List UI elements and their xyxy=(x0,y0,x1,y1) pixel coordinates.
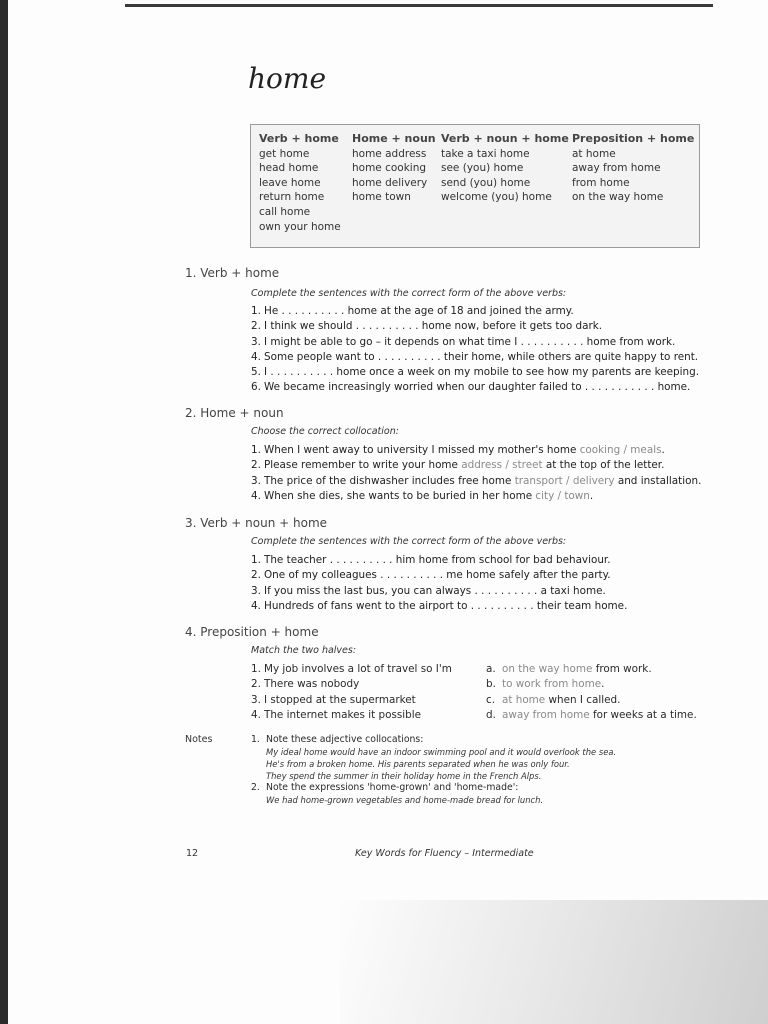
collocation-item: send (you) home xyxy=(441,176,531,189)
match-left-list xyxy=(251,662,452,723)
match-option: at home xyxy=(502,693,546,706)
exercise-item xyxy=(251,443,701,458)
item-text: The price of the dishwasher includes free home xyxy=(264,474,515,487)
match-left-item xyxy=(251,693,452,708)
section-title: 3. Verb + noun + home xyxy=(185,516,328,530)
match-option: on the way home xyxy=(502,663,593,675)
match-option: to work from home xyxy=(502,678,602,691)
match-left-item xyxy=(251,677,452,692)
collocation-item: return home xyxy=(259,191,325,204)
item-number: 6. xyxy=(251,381,261,394)
item-text: from work. xyxy=(592,663,652,675)
item-number: 2. xyxy=(251,678,261,691)
note-example: My ideal home would have an indoor swimming pool and it would overlook the sea. xyxy=(266,747,617,758)
collocation-item: away from home xyxy=(572,162,661,175)
item-text: The teacher . . . . . . . . . . him home from school for bad behaviour. xyxy=(264,554,611,566)
match-right-list xyxy=(486,662,697,723)
item-letter: b. xyxy=(486,678,496,691)
item-number: 3. xyxy=(251,474,261,487)
item-number: 2. xyxy=(251,320,261,333)
exercise-item xyxy=(251,584,627,599)
item-letter: c. xyxy=(486,693,496,706)
note-number: 1. xyxy=(251,734,260,745)
item-text: . xyxy=(601,678,605,691)
match-left-item xyxy=(251,708,452,723)
match-right-item xyxy=(486,708,697,723)
collocation-item: on the way home xyxy=(572,191,664,204)
item-number: 2. xyxy=(251,459,261,472)
page-title: home xyxy=(248,62,327,95)
scan-edge-left xyxy=(0,0,8,1024)
collocation-options: address / street xyxy=(461,459,543,472)
collocation-item: welcome (you) home xyxy=(441,191,552,204)
item-text: and installation. xyxy=(614,474,702,487)
section-instruction: Choose the correct collocation: xyxy=(251,426,399,437)
item-text: He . . . . . . . . . . home at the age of 18 and joined the army. xyxy=(264,305,574,317)
item-number: 4. xyxy=(251,708,261,721)
item-text: Hundreds of fans went to the airport to . . . . . . . . . . their team home. xyxy=(264,599,628,612)
exercise-item xyxy=(251,380,699,395)
note-item xyxy=(251,734,616,782)
item-number: 4. xyxy=(251,489,261,502)
exercise-item xyxy=(251,599,627,614)
item-text: at the top of the letter. xyxy=(542,459,665,472)
page-number: 12 xyxy=(186,848,199,859)
collocation-item: home delivery xyxy=(352,176,428,189)
item-text: We became increasingly worried when our daughter failed to . . . . . . . . . . . home. xyxy=(264,381,691,394)
item-text: My job involves a lot of travel so I'm xyxy=(264,663,452,675)
collocation-item: take a taxi home xyxy=(441,147,530,160)
collocation-item: home town xyxy=(352,191,411,204)
collocation-item: from home xyxy=(572,176,630,189)
item-text: . xyxy=(589,489,594,502)
item-text: When I went away to university I missed my mother's home xyxy=(264,444,580,456)
note-item xyxy=(251,782,616,806)
match-right-item xyxy=(486,693,697,708)
collocation-options: city / town xyxy=(535,489,590,502)
exercise-item xyxy=(251,458,701,473)
section-title: 4. Preposition + home xyxy=(185,625,319,639)
note-text: Note the expressions 'home-grown' and 'home-made': xyxy=(266,782,519,794)
match-right-item xyxy=(486,662,697,677)
collocation-column xyxy=(572,132,694,205)
column-header: Verb + noun + home xyxy=(441,132,569,145)
exercise-item xyxy=(251,304,699,319)
match-right-item xyxy=(486,677,697,692)
match-option: away from home xyxy=(502,708,590,721)
item-number: 1. xyxy=(251,554,261,566)
collocation-item: call home xyxy=(259,205,311,218)
section-title: 2. Home + noun xyxy=(185,406,284,420)
exercise-item xyxy=(251,553,627,568)
item-letter: d. xyxy=(486,708,496,721)
item-number: 3. xyxy=(251,693,261,706)
item-number: 1. xyxy=(251,305,261,317)
item-text: The internet makes it possible xyxy=(264,708,422,721)
collocation-item: own your home xyxy=(259,220,341,233)
item-text: for weeks at a time. xyxy=(589,708,697,721)
exercise-list xyxy=(251,304,699,396)
scan-edge-top xyxy=(125,4,713,7)
note-example: They spend the summer in their holiday home in the French Alps. xyxy=(266,771,542,782)
exercise-item xyxy=(251,474,701,489)
section-instruction: Match the two halves: xyxy=(251,645,357,656)
collocation-item: get home xyxy=(259,147,310,160)
item-number: 1. xyxy=(251,663,261,675)
exercise-item xyxy=(251,489,701,504)
item-number: 3. xyxy=(251,335,261,348)
collocation-options: transport / delivery xyxy=(514,474,615,487)
collocation-table xyxy=(250,124,700,248)
exercise-list xyxy=(251,553,627,614)
column-header: Home + noun xyxy=(352,132,436,145)
note-number: 2. xyxy=(251,782,260,794)
item-number: 4. xyxy=(251,350,261,363)
collocation-item: home address xyxy=(352,147,427,160)
exercise-item xyxy=(251,350,699,365)
item-text: I might be able to go – it depends on what time I . . . . . . . . . . home from work. xyxy=(264,335,676,348)
collocation-item: head home xyxy=(259,162,319,175)
item-text: when I called. xyxy=(545,693,621,706)
collocation-options: cooking / meals xyxy=(579,444,662,456)
item-number: 4. xyxy=(251,599,261,612)
item-text: . xyxy=(661,444,665,456)
exercise-item xyxy=(251,319,699,334)
note-example: He's from a broken home. His parents separated when he was only four. xyxy=(266,759,570,770)
item-text: Some people want to . . . . . . . . . . their home, while others are quite happy to rent. xyxy=(264,350,699,363)
notes-list xyxy=(251,734,616,807)
section-instruction: Complete the sentences with the correct form of the above verbs: xyxy=(251,288,567,299)
book-title: Key Words for Fluency – Intermediate xyxy=(355,848,534,859)
collocation-item: leave home xyxy=(259,176,321,189)
exercise-item xyxy=(251,365,699,380)
notes-label: Notes xyxy=(185,734,213,745)
collocation-item: home cooking xyxy=(352,162,427,175)
note-example: We had home-grown vegetables and home-made bread for lunch. xyxy=(266,795,544,806)
match-left-item xyxy=(251,662,452,677)
collocation-column xyxy=(441,132,569,205)
note-text: Note these adjective collocations: xyxy=(266,734,424,745)
item-text: If you miss the last bus, you can always . . . . . . . . . . a taxi home. xyxy=(264,584,606,597)
scan-shadow xyxy=(340,900,768,1024)
item-text: I think we should . . . . . . . . . . home now, before it gets too dark. xyxy=(264,320,603,333)
item-text: When she dies, she wants to be buried in her home xyxy=(264,489,536,502)
column-header: Preposition + home xyxy=(572,132,695,145)
item-number: 5. xyxy=(251,366,261,379)
exercise-list xyxy=(251,443,701,504)
item-text: There was nobody xyxy=(264,678,360,691)
item-number: 3. xyxy=(251,584,261,597)
exercise-item xyxy=(251,335,699,350)
item-number: 2. xyxy=(251,569,261,582)
item-text: I . . . . . . . . . . home once a week on my mobile to see how my parents are keeping. xyxy=(264,366,700,379)
item-letter: a. xyxy=(486,663,496,675)
item-text: One of my colleagues . . . . . . . . . . me home safely after the party. xyxy=(264,569,611,582)
collocation-item: at home xyxy=(572,147,616,160)
collocation-column xyxy=(352,132,436,205)
section-instruction: Complete the sentences with the correct form of the above verbs: xyxy=(251,536,567,547)
collocation-column xyxy=(259,132,341,234)
exercise-item xyxy=(251,568,627,583)
item-number: 1. xyxy=(251,444,261,456)
column-header: Verb + home xyxy=(259,132,339,145)
item-text: Please remember to write your home xyxy=(264,459,462,472)
section-title: 1. Verb + home xyxy=(185,266,280,280)
collocation-item: see (you) home xyxy=(441,162,524,175)
item-text: I stopped at the supermarket xyxy=(264,693,416,706)
